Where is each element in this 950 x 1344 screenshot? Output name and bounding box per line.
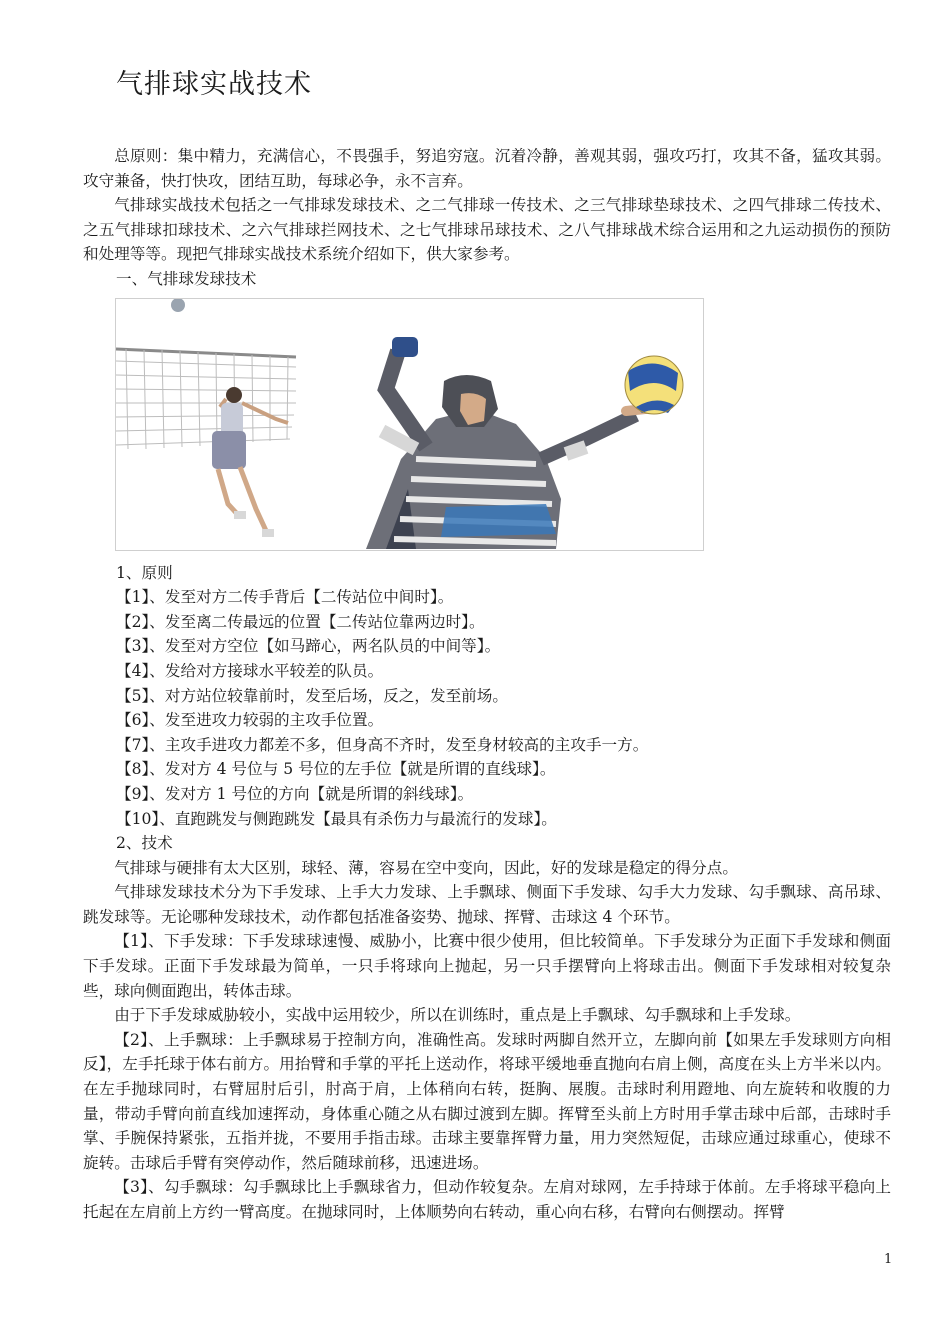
document-body xyxy=(83,144,891,1225)
technique-paragraph: 气排球发球技术分为下手发球、上手大力发球、上手飘球、侧面下手发球、勾手大力发球、勾手飘球、高吊球、跳发球等。无论哪种发球技术，动作都包括准备姿势、抛球、挥臂、击球这 4 个环节。 xyxy=(83,883,891,926)
volleyball-net xyxy=(116,349,296,449)
technique-heading: 2、技术 xyxy=(116,834,173,853)
volleyball-serve-photo xyxy=(115,298,704,551)
principle-item: 【3】、发至对方空位【如马蹄心，两名队员的中间等】。 xyxy=(116,637,501,656)
page-number: 1 xyxy=(884,1252,893,1267)
intro-paragraph: 总原则：集中精力，充满信心，不畏强手，努追穷寇。沉着冷静，善观其弱，强攻巧打，攻其不备，猛攻其弱。攻守兼备，快打快攻，团结互助，每球必争，永不言弃。 xyxy=(83,147,891,190)
server-player-figure xyxy=(366,337,664,549)
section-heading: 一、气排球发球技术 xyxy=(116,269,257,288)
small-ball xyxy=(171,299,185,312)
principle-heading: 1、原则 xyxy=(116,563,173,582)
principle-item: 【4】、发给对方接球水平较差的队员。 xyxy=(116,661,384,680)
volleyball-ball xyxy=(625,356,683,414)
technique-paragraph: 【3】、勾手飘球：勾手飘球比上手飘球省力，但动作较复杂。左肩对球网，左手持球于体前。左手将球平稳向上托起在左肩前上方约一臂高度。在抛球同时，上体顺势向右转动，重心向右移，右臂向右侧摆动。挥臂 xyxy=(83,1178,891,1221)
technique-paragraph: 【2】、上手飘球：上手飘球易于控制方向，准确性高。发球时两脚自然开立，左脚向前【如果左手发球则方向相反】，左手托球于体右前方。用抬臂和手掌的平托上送动作，将球平缓地垂直抛向右肩上侧，高度在头上方半米以内。在左手抛球同时，右臂屈肘后引，肘高于肩，上体稍向右转，挺胸、展腹。击球时利用蹬地、向左旋转和收腹的力量，带动手臂向前直线加速挥动，身体重心随之从右脚过渡到左脚。挥臂至头前上方时用手掌击球中后部，击球时手掌、手腕保持紧张，五指并拢，不要用手指击球。击球主要靠挥臂力量，用力突然短促，击球应通过球重心，使球不旋转。击球后手臂有突停动作，然后随球前移，迅速进场。 xyxy=(83,1030,891,1172)
photo-illustration xyxy=(116,299,703,550)
jumping-player-figure xyxy=(212,387,288,537)
technique-paragraph: 气排球与硬排有太大区别，球轻、薄，容易在空中变向，因此，好的发球是稳定的得分点。 xyxy=(114,858,738,877)
principle-item: 【10】、直跑跳发与侧跑跳发【最具有杀伤力与最流行的发球】。 xyxy=(116,809,557,828)
principle-item: 【7】、主攻手进攻力都差不多，但身高不齐时，发至身材较高的主攻手一方。 xyxy=(116,735,649,754)
principle-item: 【8】、发对方 4 号位与 5 号位的左手位【就是所谓的直线球】。 xyxy=(116,760,556,779)
intro-paragraph: 气排球实战技术包括之一气排球发球技术、之二气排球一传技术、之三气排球垫球技术、之四气排球二传技术、之五气排球扣球技术、之六气排球拦网技术、之七气排球吊球技术、之八气排球战术综合运用和之九运动损伤的预防和处理等等。现把气排球实战技术系统介绍如下，供大家参考。 xyxy=(83,196,891,264)
principle-item: 【2】、发至离二传最远的位置【二传站位靠两边时】。 xyxy=(116,612,485,631)
technique-paragraph: 由于下手发球威胁较小，实战中运用较少，所以在训练时，重点是上手飘球、勾手飘球和上手发球。 xyxy=(114,1006,801,1025)
principle-item: 【5】、对方站位较靠前时，发至后场，反之，发至前场。 xyxy=(116,686,508,705)
principle-item: 【9】、发对方 1 号位的方向【就是所谓的斜线球】。 xyxy=(116,784,474,803)
document-title: 气排球实战技术 xyxy=(116,69,312,100)
technique-paragraph: 【1】、下手发球：下手发球球速慢、威胁小，比赛中很少使用，但比较简单。下手发球分为正面下手发球和侧面下手发球。正面下手发球最为简单，一只手将球向上抛起，另一只手摆臂向上将球击出。侧面下手发球相对较复杂些，球向侧面跑出，转体击球。 xyxy=(83,932,891,1000)
principle-item: 【1】、发至对方二传手背后【二传站位中间时】。 xyxy=(116,588,454,607)
principle-item: 【6】、发至进攻力较弱的主攻手位置。 xyxy=(116,711,384,730)
